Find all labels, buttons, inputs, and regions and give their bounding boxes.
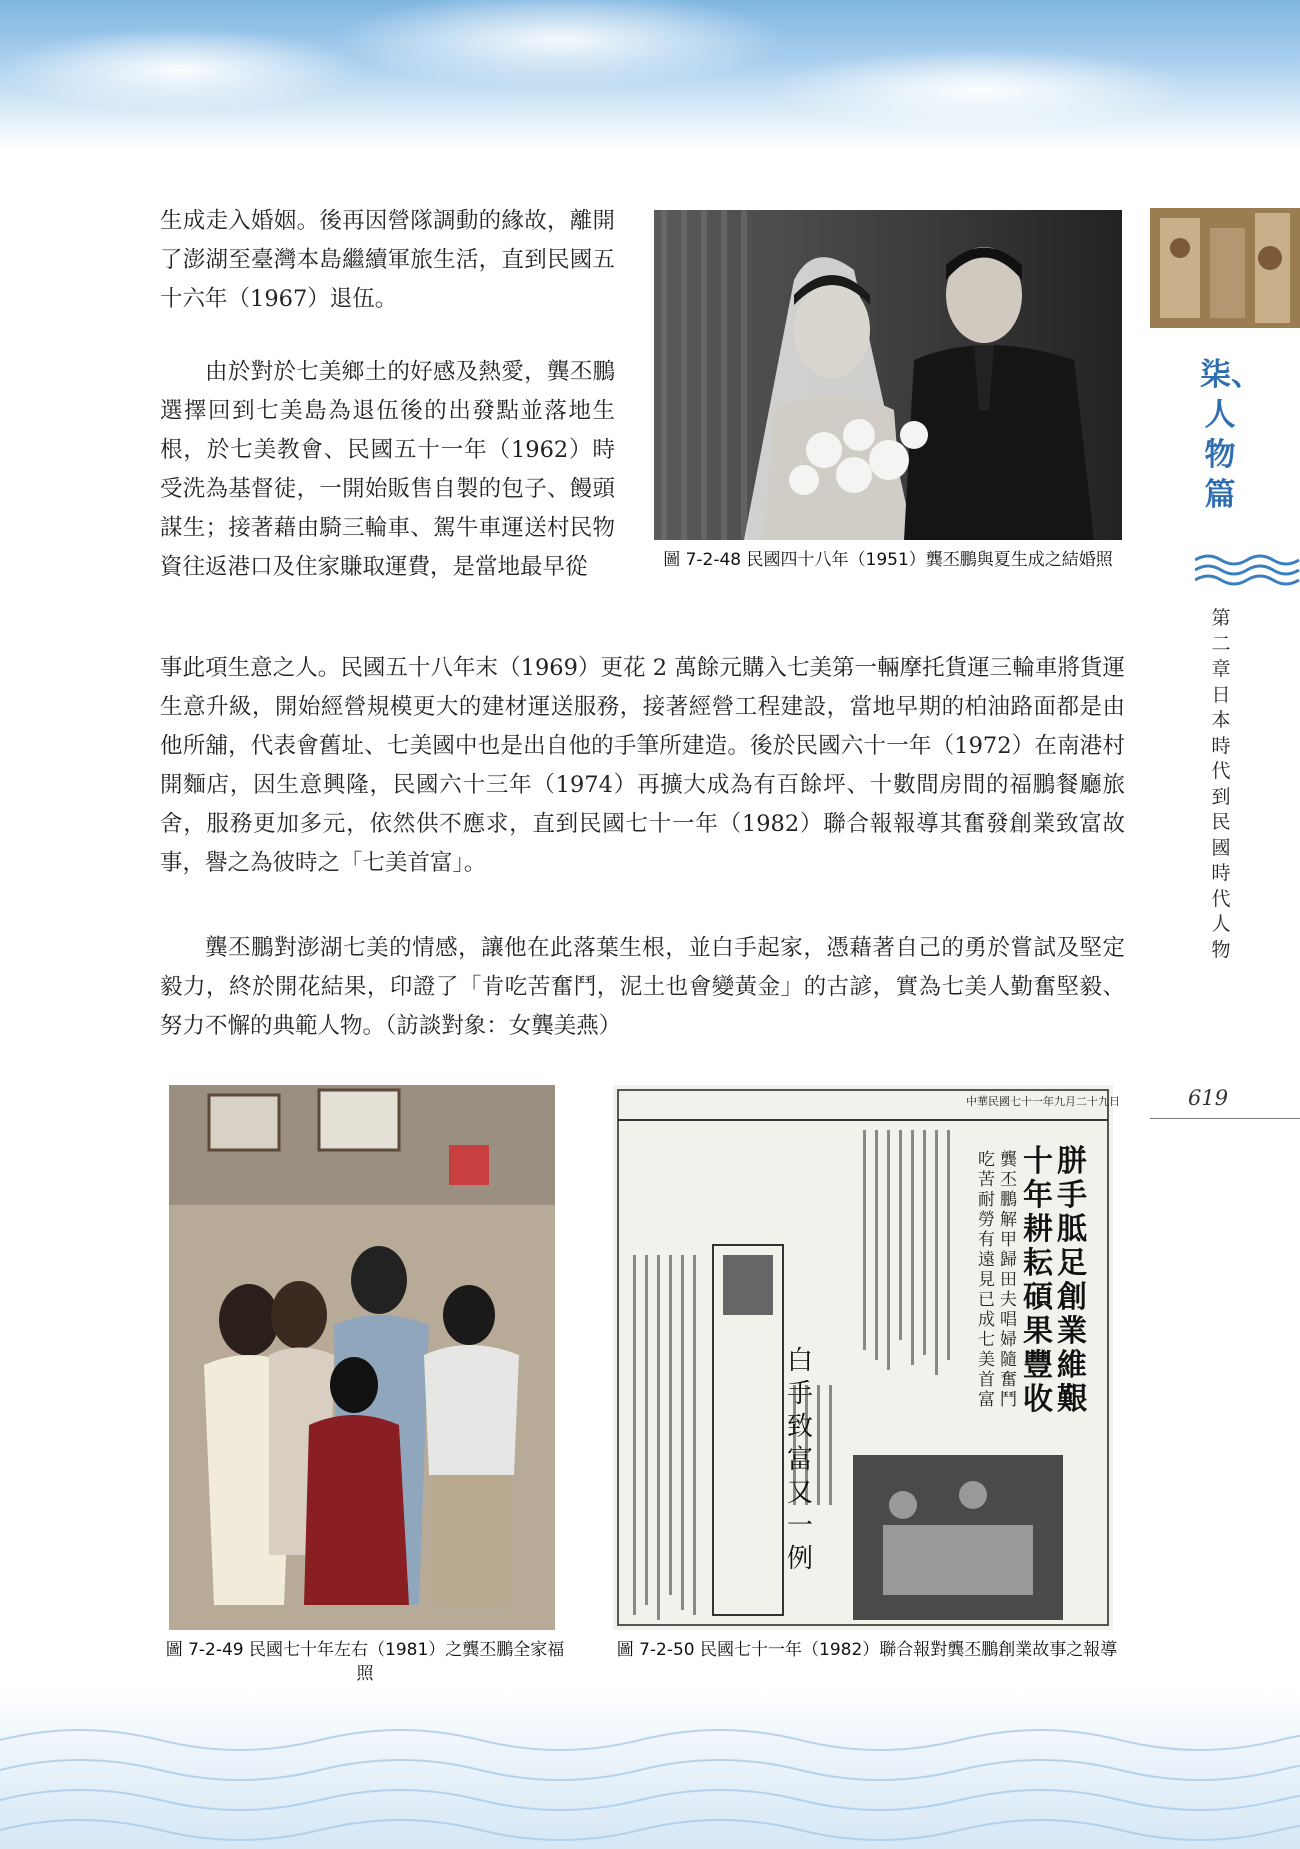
- newspaper-dateline: 中華民國七十一年九月二十九日: [966, 1095, 1120, 1108]
- family-photo: [169, 1085, 555, 1630]
- paragraph-3: 龔丕鵬對澎湖七美的情感，讓他在此落葉生根，並白手起家，憑藉著自己的勇於嘗試及堅定毅力，終於開花結果，印證了「肯吃苦奮鬥，泥土也會變黃金」的古諺，實為七美人勤奮堅毅、努力不懈的典範人物。（訪談對象：女龔美燕）: [160, 935, 1125, 1039]
- chapter-title: 第二章 日本時代到民國時代人物: [1211, 607, 1250, 961]
- newspaper-subhead-2: 吃苦耐勞有遠見已成七美首富: [978, 1150, 995, 1410]
- newspaper-headline-1: 胼手胝足創業維艱: [1057, 1144, 1087, 1417]
- newspaper-subhead-1: 龔丕鵬解甲歸田夫唱婦隨奮鬥: [1000, 1150, 1017, 1410]
- page-number-rule: [1150, 1118, 1300, 1119]
- chapter-thumbnail-image: [1150, 208, 1300, 328]
- paragraph-2-end: 事此項生意之人。民國五十八年末（1969）更花 2 萬餘元購入七美第一輛摩托貨運三輪車將貨運生意升級，開始經營規模更大的建材運送服務，接著經營工程建設，當地早期的柏油路面都是由他所舖，代表會舊址、七美國中也是出自他的手筆所建造。後於民國六十一年（1972）在南港村開麵店，因生意興隆，民國六十三年（1974）再擴大成為有百餘坪、十數間房間的福鵬餐廳旅舍，服務更加多元，依然供不應求，直到民國七十一年（1982）聯合報報導其奮發創業致富故事，譽之為彼時之「七美首富」。: [160, 655, 1125, 876]
- figure-48-caption: 圖 7-2-48 民國四十八年（1951）龔丕鵬與夏生成之結婚照: [663, 550, 1113, 570]
- footer-waves: [0, 1690, 1300, 1849]
- page-number: 619: [1188, 1086, 1229, 1110]
- section-title: 柒、人物篇: [1200, 357, 1262, 513]
- figure-49-caption: 圖 7-2-49 民國七十年左右（1981）之龔丕鵬全家福照: [165, 1640, 565, 1684]
- newspaper-headline-2: 十年耕耘碩果豐收: [1023, 1144, 1053, 1417]
- wedding-photo: [654, 210, 1122, 540]
- wave-ornament: [1195, 552, 1300, 588]
- paragraph-2-start: 由於對於七美鄉土的好感及熱愛，龔丕鵬選擇回到七美島為退伍後的出發點並落地生根，於七美教會、民國五十一年（1962）時受洗為基督徒，一開始販售自製的包子、饅頭謀生；接著藉由騎三輪車、駕牛車運送村民物資往返港口及住家賺取運費，是當地最早從: [160, 359, 615, 580]
- header-sky-banner: [0, 0, 1300, 150]
- figure-50-caption: 圖 7-2-50 民國七十一年（1982）聯合報對龔丕鵬創業故事之報導: [616, 1640, 1118, 1660]
- newspaper-side-title: 白手致富又一例: [787, 1346, 814, 1574]
- paragraph-1: 生成走入婚姻。後再因營隊調動的緣故，離開了澎湖至臺灣本島繼續軍旅生活，直到民國五十六年（1967）退伍。: [160, 208, 615, 312]
